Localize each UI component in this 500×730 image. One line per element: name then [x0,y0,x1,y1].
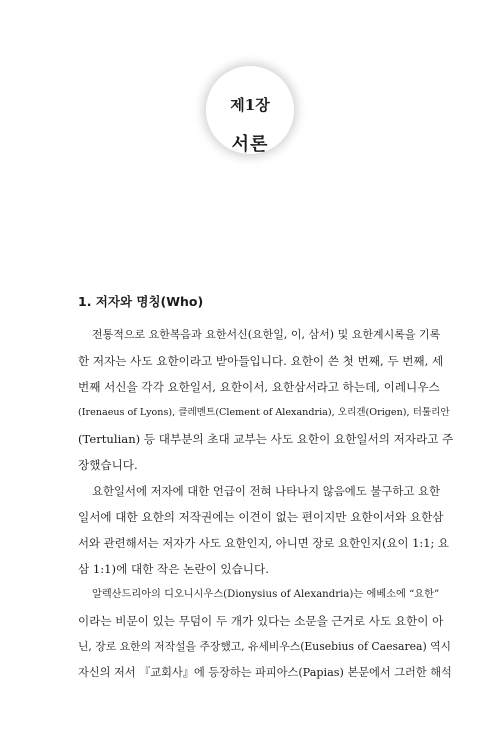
chapter-title: 서론 [231,134,269,155]
paragraph-line: 한 저자는 사도 요한이라고 받아들입니다. 요한이 쓴 첫 번째, 두 번째, 세 [78,354,444,368]
paragraph-line: (Irenaeus of Lyons), 클레멘트(Clement of Alexandria), 오리겐(Origen), 터툴리안 [78,407,450,418]
paragraph-line: 이라는 비문이 있는 무덤이 두 개가 있다는 소문을 근거로 사도 요한이 아 [78,614,444,628]
paragraph-line: 닌, 장로 요한의 저작설을 주장했고, 유세비우스(Eusebius of Caesarea) 역시 [78,640,451,653]
paragraph-line: 일서에 대한 요한의 저작권에는 이견이 없는 편이지만 요한이서와 요한삼 [78,510,444,524]
paragraph-line: 번째 서신을 각각 요한일서, 요한이서, 요한삼서라고 하는데, 이레니우스 [78,380,440,394]
paragraph-line: 장했습니다. [78,458,138,472]
paragraph-line: (Tertulian) 등 대부분의 초대 교부는 사도 요한이 요한일서의 저자라고 주 [78,432,454,446]
paragraph-line: 삼 1:1)에 대한 작은 논란이 있습니다. [78,562,269,576]
section-heading: 1. 저자와 명칭(Who) [78,294,204,309]
paragraph-line: 알렉산드리아의 디오니시우스(Dionysius of Alexandria)는 에베소에 “요한” [92,589,440,600]
body-paragraph-2 [78,478,454,582]
body-paragraph-1 [78,322,454,478]
paragraph-line: 전통적으로 요한복음과 요한서신(요한일, 이, 삼서) 및 요한계시록을 기록 [92,328,441,341]
paragraph-line: 서와 관련해서는 저자가 사도 요한인지, 아니면 장로 요한인지(요이 1:1; 요 [78,536,449,550]
chapter-label: 제1장 [230,96,270,114]
body-paragraph-3 [78,582,454,686]
paragraph-line: 요한일서에 저자에 대한 언급이 전혀 나타나지 않음에도 불구하고 요한 [92,484,441,498]
paragraph-line: 자신의 저서 『교회사』에 등장하는 파피아스(Papias) 본문에서 그러한 해석 [78,666,452,679]
